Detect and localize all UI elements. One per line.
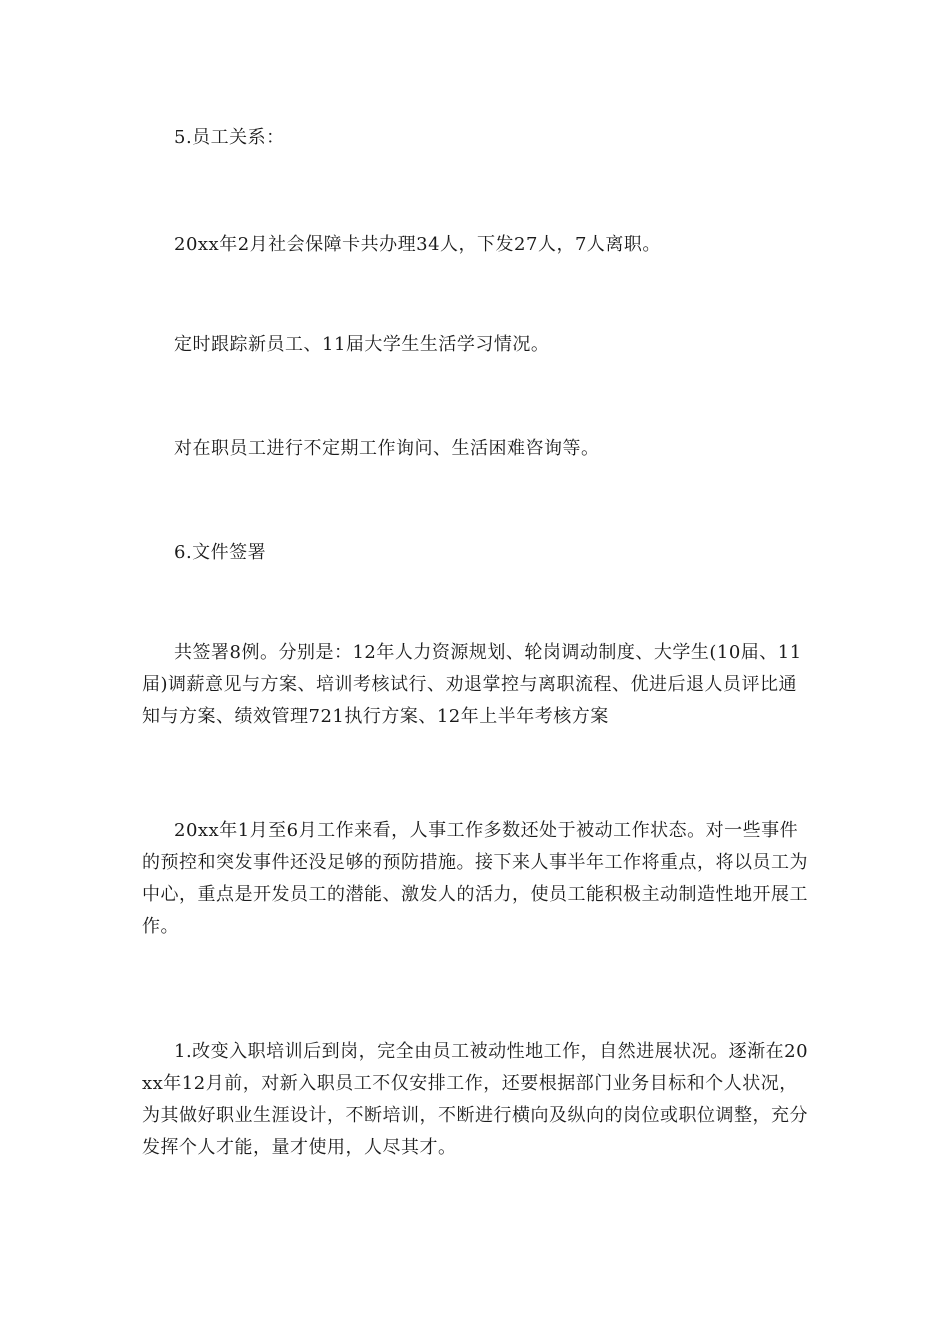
section-heading-employee-relations: 5.员工关系： [174, 127, 285, 148]
paragraph-onboarding-improvement: 1.改变入职培训后到岗，完全由员工被动性地工作，自然进展状况。逐渐在20xx年12月前，对新入职员工不仅安排工作，还要根据部门业务目标和个人状况，为其做好职业生涯设计，不断培训，不断进行横向及纵向的岗位或职位调整，充分发挥个人才能，量才使用，人尽其才。 [142, 1041, 809, 1158]
paragraph-signed-documents: 共签署8例。分别是：12年人力资源规划、轮岗调动制度、大学生(10届、11届)调薪意见与方案、培训考核试行、劝退掌控与离职流程、优进后退人员评比通知与方案、绩效管理721执行方案、12年上半年考核方案 [142, 642, 802, 727]
paragraph-half-year-review: 20xx年1月至6月工作来看，人事工作多数还处于被动工作状态。对一些事件的预控和突发事件还没足够的预防措施。接下来人事半年工作将重点，将以员工为中心，重点是开发员工的潜能、激发人的活力，使员工能积极主动制造性地开展工作。 [142, 820, 808, 937]
paragraph-new-employee-tracking: 定时跟踪新员工、11届大学生生活学习情况。 [174, 334, 550, 355]
paragraph-social-security-cards: 20xx年2月社会保障卡共办理34人，下发27人，7人离职。 [174, 234, 661, 255]
paragraph-employee-inquiries: 对在职员工进行不定期工作询问、生活困难咨询等。 [174, 438, 600, 459]
section-heading-document-signing: 6.文件签署 [174, 542, 267, 563]
